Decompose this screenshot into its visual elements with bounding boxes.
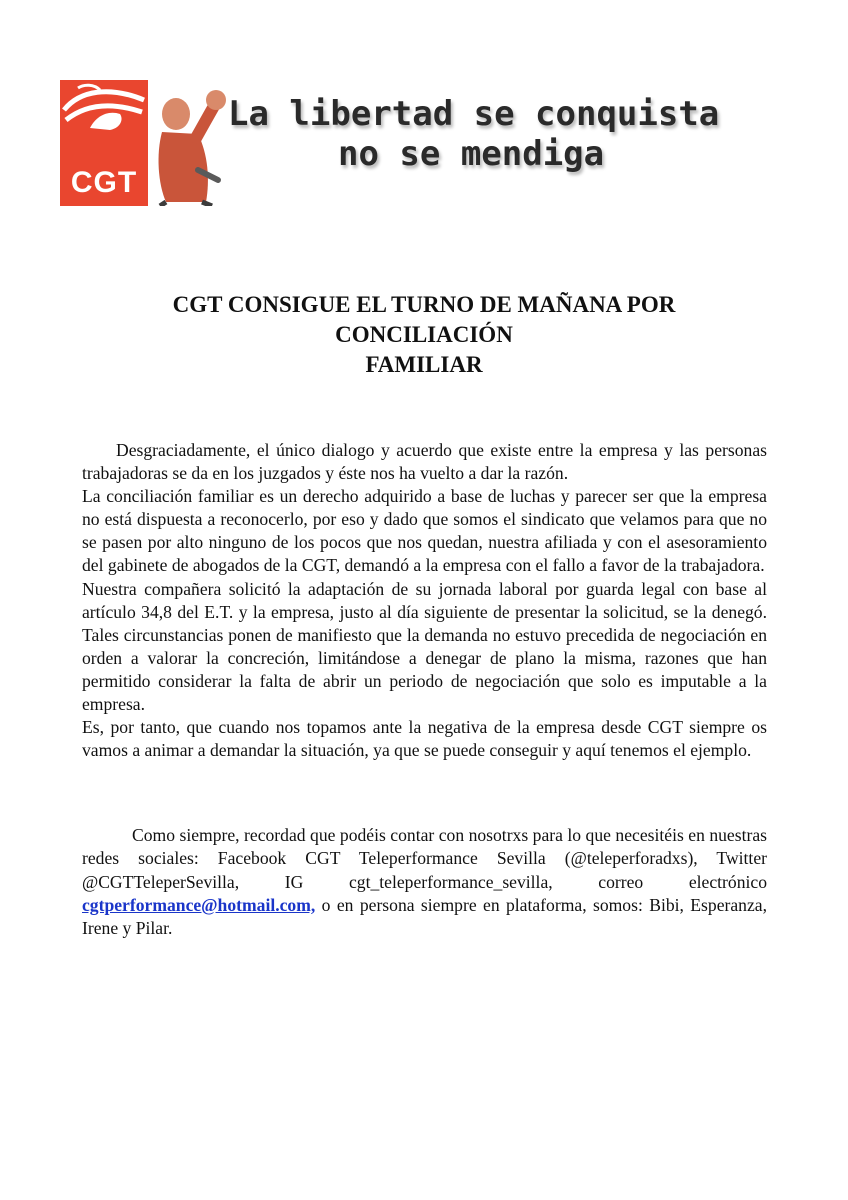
header-banner	[60, 80, 768, 208]
paragraph-1: Desgraciadamente, el único dialogo y acuerdo que existe entre la empresa y las personas trabajadoras se da en los juzgados y éste nos ha vuelto a dar la razón.	[82, 440, 767, 484]
slogan-line-1: La libertad se conquista	[228, 94, 720, 134]
closing-text: Como siempre, recordad que podéis contar con nosotrxs para lo que necesitéis en nuestras redes sociales: Facebook CGT Teleperformance Sevilla (@teleperforadxs), Twitter @CGTTeleperSevilla, IG cgt_teleperformance_sevilla, correo electrónico	[82, 825, 767, 892]
slogan-line-2: no se mendiga	[338, 134, 605, 174]
paragraph-4: Es, por tanto, que cuando nos topamos ante la negativa de la empresa desde CGT siempre os vamos a animar a demandar la situación, ya que se puede conseguir y aquí tenemos el ejemplo.	[82, 717, 767, 761]
title-line-1: CGT CONSIGUE EL TURNO DE MAÑANA POR	[172, 292, 676, 317]
title-line-2: CONCILIACIÓN	[335, 322, 513, 347]
closing-paragraph	[82, 824, 767, 939]
raised-fist-worker-icon	[152, 84, 232, 206]
document-body	[82, 439, 767, 940]
email-link[interactable]: cgtperformance@hotmail.com,	[82, 894, 316, 915]
clasped-hands-icon	[60, 80, 148, 134]
logo-text: CGT	[70, 166, 138, 199]
paragraph-2: La conciliación familiar es un derecho adquirido a base de luchas y parecer ser que la empresa no está dispuesta a reconocerlo, por eso y dado que somos el sindicato que velamos para que no se pasen por alto ninguno de los pocos que nos quedan, nuestra afiliada y con el asesoramiento del gabinete de abogados de la CGT, demandó a la empresa con el fallo a favor de la trabajadora.	[82, 486, 767, 576]
closing-text-end: o en persona siempre en plataforma, somos: Bibi, Esperanza, Irene y Pilar.	[82, 894, 767, 938]
slogan	[228, 94, 768, 174]
document-title	[100, 290, 748, 380]
paragraph-3: Nuestra compañera solicitó la adaptación de su jornada laboral por guarda legal con base al artículo 34,8 del E.T. y la empresa, justo al día siguiente de presentar la solicitud, se la denegó. Tales circunstancias ponen de manifiesto que la demanda no estuvo precedida de negociación en orden a valorar la concreción, limitándose a denegar de plano la misma, razones que han permitido considerar la falta de abrir un periodo de negociación que solo es imputable a la empresa.	[82, 578, 767, 715]
title-line-3: FAMILIAR	[365, 352, 483, 377]
cgt-logo	[60, 80, 148, 206]
